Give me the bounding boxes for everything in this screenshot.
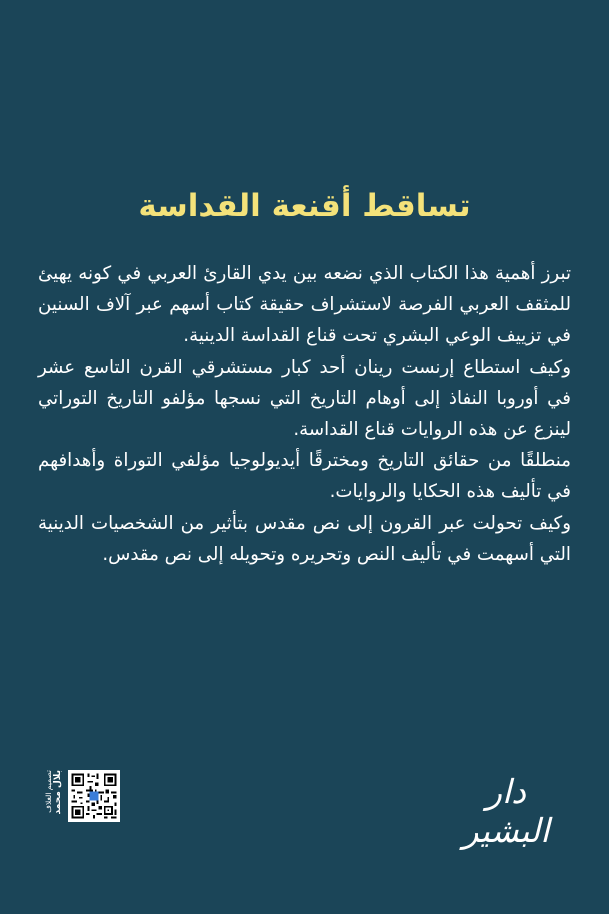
synopsis-paragraph-3: منطلقًا من حقائق التاريخ ومخترقًا أيديولوجيا مؤلفي التوراة وأهدافهم في تأليف هذه الحكايا والروايات. — [38, 450, 571, 503]
qr-code-icon — [68, 770, 120, 822]
publisher-logo-text: دار البشير — [462, 772, 550, 850]
book-title: تساقط أقنعة القداسة — [138, 188, 471, 224]
designer-name: بلال محمد — [53, 770, 63, 815]
designer-label: تصميم الغلاف — [44, 770, 53, 813]
synopsis-paragraph-2: وكيف استطاع إرنست رينان أحد كبار مستشرقي القرن التاسع عشر في أوروبا النفاذ إلى أوهام التاريخ التي نسجها مؤلفو التاريخ التوراتي لينزع عن هذه الروايات قناع القداسة. — [38, 356, 571, 441]
synopsis — [38, 258, 571, 570]
cover-designer-credit — [22, 770, 64, 822]
synopsis-paragraph-4: وكيف تحولت عبر القرون إلى نص مقدس بتأثير من الشخصيات الدينية التي أسهمت في تأليف النص وتحريره وتحويله إلى نص مقدس. — [38, 512, 571, 565]
synopsis-paragraph-1: تبرز أهمية هذا الكتاب الذي نضعه بين يدي القارئ العربي في كونه يهيئ للمثقف العربي الفرصة لاستشراف حقيقة كتاب أسهم عبر آلاف السنين في تزييف الوعي البشري تحت قناع القداسة الدينية. — [38, 263, 571, 347]
publisher-logo — [447, 768, 565, 850]
